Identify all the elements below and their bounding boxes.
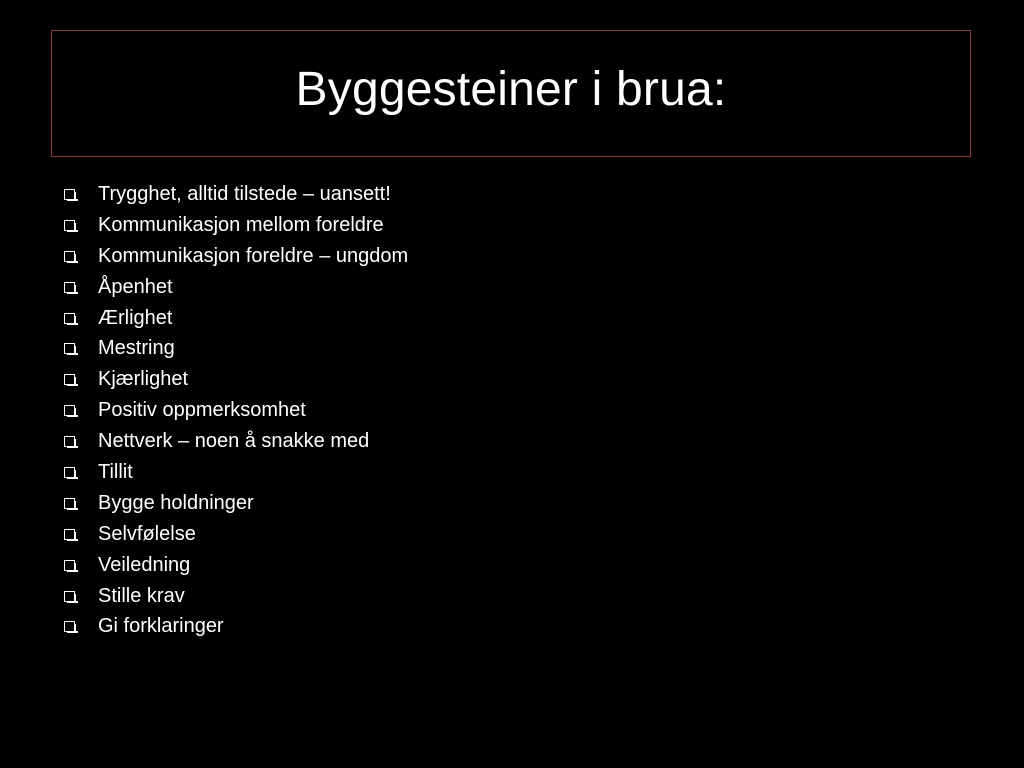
list-item-label: Positiv oppmerksomhet [98, 399, 306, 422]
list-item [64, 333, 408, 364]
checkbox-square-icon [64, 591, 75, 602]
list-item [64, 426, 408, 457]
list-item-label: Åpenhet [98, 275, 173, 298]
list-item [64, 550, 408, 581]
list-item-label: Tillit [98, 460, 133, 483]
list-item [64, 179, 408, 210]
checkbox-square-icon [64, 529, 75, 540]
list-item [64, 241, 408, 272]
list-item-label: Selvfølelse [98, 522, 196, 545]
checkbox-square-icon [64, 189, 75, 200]
list-item-label: Stille krav [98, 584, 185, 607]
checkbox-square-icon [64, 343, 75, 354]
list-item-label: Gi forklaringer [98, 615, 224, 638]
list-item [64, 303, 408, 334]
list-item-label: Trygghet, alltid tilstede – uansett! [98, 182, 391, 205]
list-item-label: Mestring [98, 337, 175, 360]
checkbox-square-icon [64, 282, 75, 293]
checkbox-square-icon [64, 467, 75, 478]
checkbox-square-icon [64, 313, 75, 324]
checkbox-square-icon [64, 621, 75, 632]
checkbox-square-icon [64, 405, 75, 416]
list-item [64, 519, 408, 550]
slide-title: Byggesteiner i brua: [295, 63, 727, 116]
checkbox-square-icon [64, 251, 75, 262]
list-item [64, 457, 408, 488]
list-item-label: Kommunikasjon mellom foreldre [98, 213, 384, 236]
bullet-list [64, 179, 408, 642]
checkbox-square-icon [64, 374, 75, 385]
list-item-label: Kjærlighet [98, 368, 189, 391]
list-item [64, 395, 408, 426]
checkbox-square-icon [64, 498, 75, 509]
checkbox-square-icon [64, 436, 75, 447]
list-item [64, 488, 408, 519]
checkbox-square-icon [64, 220, 75, 231]
list-item-label: Ærlighet [98, 306, 173, 329]
list-item-label: Nettverk – noen å snakke med [98, 430, 370, 453]
list-item [64, 210, 408, 241]
title-frame [51, 30, 971, 157]
list-item [64, 611, 408, 642]
checkbox-square-icon [64, 560, 75, 571]
list-item-label: Veiledning [98, 553, 191, 576]
list-item [64, 581, 408, 612]
list-item-label: Kommunikasjon foreldre – ungdom [98, 244, 409, 267]
list-item [64, 364, 408, 395]
list-item-label: Bygge holdninger [98, 491, 254, 514]
list-item [64, 272, 408, 303]
